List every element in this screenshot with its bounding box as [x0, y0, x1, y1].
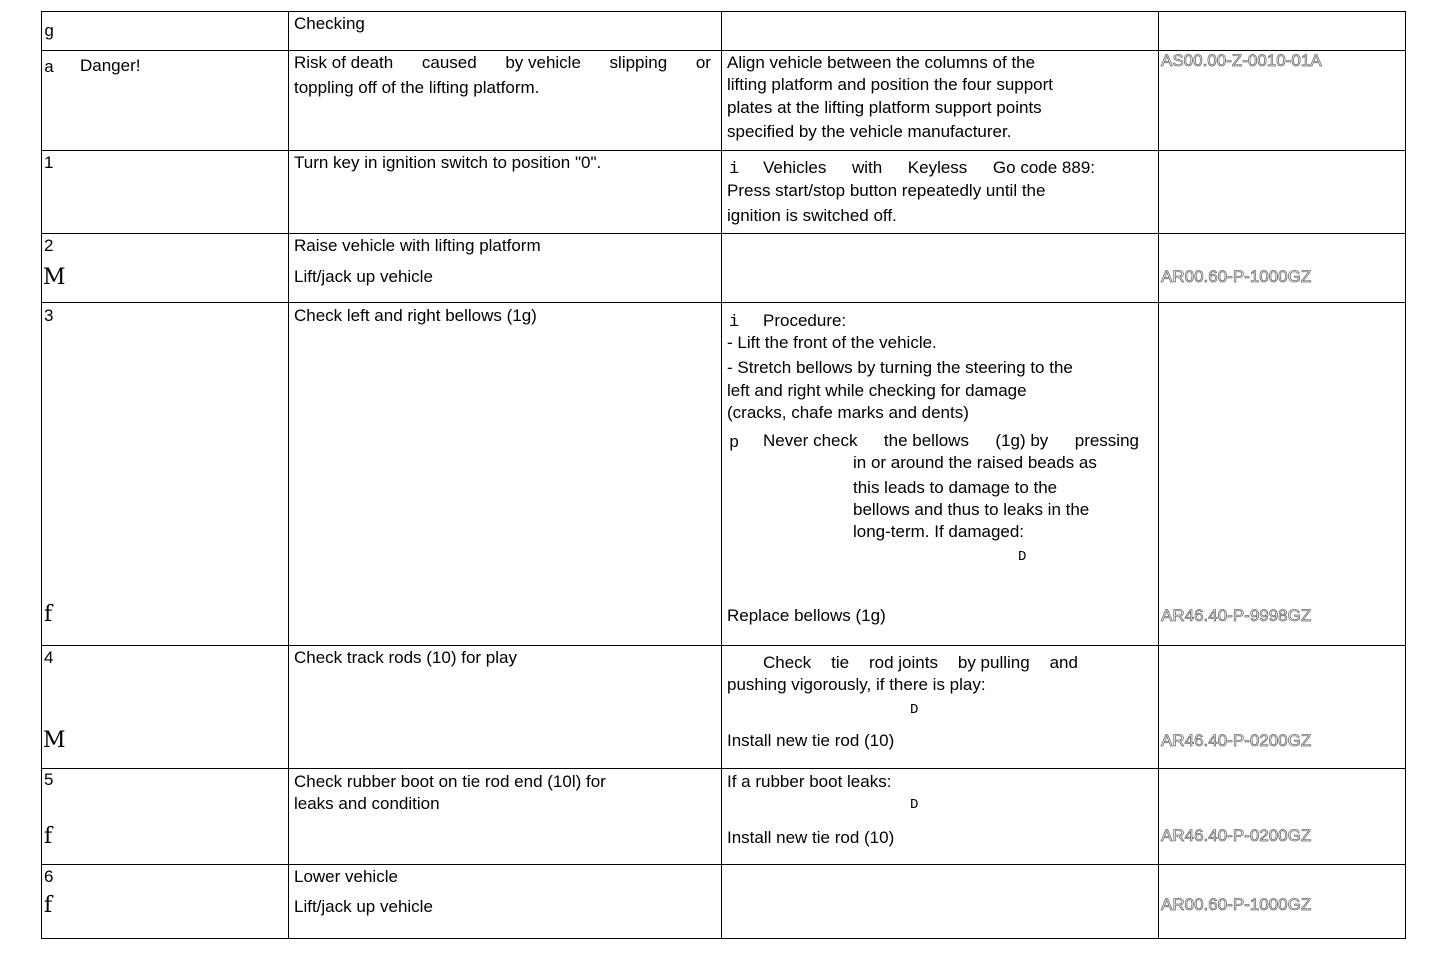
- note-text-line: pushing vigorously, if there is play:: [727, 675, 986, 694]
- procedure-line: - Stretch bellows by turning the steering to the: [727, 358, 1073, 377]
- function-symbol-icon: f: [44, 602, 53, 627]
- warning-text-line: in or around the raised beads as: [853, 453, 1097, 472]
- checking-symbol-icon: g: [44, 23, 55, 42]
- danger-text-line: toppling off of the lifting platform.: [294, 78, 540, 97]
- info-icon: i: [729, 160, 740, 179]
- arrow-right-icon: D: [1018, 549, 1027, 565]
- reference-link[interactable]: AR00.60-P-1000GZ: [1161, 895, 1312, 914]
- step-number: 4: [44, 648, 54, 667]
- maintenance-symbol-icon: M: [43, 265, 66, 290]
- reference-link[interactable]: AR46.40-P-9998GZ: [1161, 606, 1312, 625]
- step-text: Check rubber boot on tie rod end (10l) for: [294, 772, 606, 791]
- procedure-line: left and right while checking for damage: [727, 381, 1027, 400]
- step-text: Check track rods (10) for play: [294, 648, 517, 667]
- row-divider: [41, 150, 1406, 151]
- reference-link[interactable]: AR46.40-P-0200GZ: [1161, 731, 1312, 750]
- info-text-line: Press start/stop button repeatedly until the: [727, 181, 1046, 200]
- step-text: Turn key in ignition switch to position "0".: [294, 153, 602, 172]
- danger-note-line: lifting platform and position the four support: [727, 75, 1054, 94]
- arrow-right-icon: D: [910, 702, 919, 718]
- step-number: 2: [44, 236, 54, 255]
- reference-link[interactable]: AR46.40-P-0200GZ: [1161, 826, 1312, 845]
- procedure-heading: Procedure:: [763, 311, 847, 330]
- arrow-right-icon: D: [910, 797, 919, 813]
- column-divider: [721, 11, 722, 939]
- info-text-line: Vehicles with Keyless Go code 889:: [763, 158, 1095, 177]
- section-title: Checking: [294, 14, 365, 33]
- note-text-line: If a rubber boot leaks:: [727, 772, 892, 791]
- reference-link[interactable]: AR00.60-P-1000GZ: [1161, 267, 1312, 286]
- step-number: 5: [44, 770, 54, 789]
- info-icon: i: [729, 313, 740, 332]
- danger-text-line: Risk of death caused by vehicle slipping or: [294, 53, 711, 72]
- note-text-line: Check tie rod joints by pulling and: [763, 653, 1078, 672]
- row-divider: [41, 233, 1406, 234]
- row-divider: [41, 11, 1406, 12]
- action-text: Install new tie rod (10): [727, 828, 895, 847]
- step-number: 3: [44, 306, 54, 325]
- warning-text-line: long-term. If damaged:: [853, 522, 1025, 541]
- row-divider: [41, 864, 1406, 865]
- step-text: Raise vehicle with lifting platform: [294, 236, 541, 255]
- function-symbol-icon: f: [44, 893, 53, 918]
- column-divider: [1405, 11, 1406, 939]
- procedure-line: - Lift the front of the vehicle.: [727, 333, 937, 352]
- info-text-line: ignition is switched off.: [727, 206, 897, 225]
- danger-note-line: plates at the lifting platform support points: [727, 98, 1042, 117]
- action-text: Replace bellows (1g): [727, 606, 886, 625]
- danger-symbol-icon: a: [44, 59, 55, 78]
- warning-text-line: Never check the bellows (1g) by pressing: [763, 431, 1139, 450]
- warning-text-line: bellows and thus to leaks in the: [853, 500, 1090, 519]
- danger-label: Danger!: [80, 56, 141, 75]
- danger-note-line: Align vehicle between the columns of the: [727, 53, 1036, 72]
- row-divider: [41, 302, 1406, 303]
- maintenance-symbol-icon: M: [43, 728, 66, 753]
- column-divider: [1158, 11, 1159, 939]
- step-number: 6: [44, 867, 54, 886]
- row-divider: [41, 645, 1406, 646]
- column-divider: [288, 11, 289, 939]
- action-text: Install new tie rod (10): [727, 731, 895, 750]
- step-text: leaks and condition: [294, 794, 440, 813]
- reference-link[interactable]: AS00.00-Z-0010-01A: [1161, 51, 1322, 70]
- procedure-line: (cracks, chafe marks and dents): [727, 403, 969, 422]
- warning-text-line: this leads to damage to the: [853, 478, 1058, 497]
- step-text: Lower vehicle: [294, 867, 398, 886]
- row-divider: [41, 938, 1406, 939]
- row-divider: [41, 768, 1406, 769]
- warning-icon: p: [729, 434, 740, 453]
- step-text: Check left and right bellows (1g): [294, 306, 537, 325]
- step-number: 1: [44, 153, 54, 172]
- function-symbol-icon: f: [44, 824, 53, 849]
- step-text: Lift/jack up vehicle: [294, 267, 433, 286]
- danger-note-line: specified by the vehicle manufacturer.: [727, 122, 1012, 141]
- column-divider: [41, 11, 42, 939]
- step-text: Lift/jack up vehicle: [294, 897, 433, 916]
